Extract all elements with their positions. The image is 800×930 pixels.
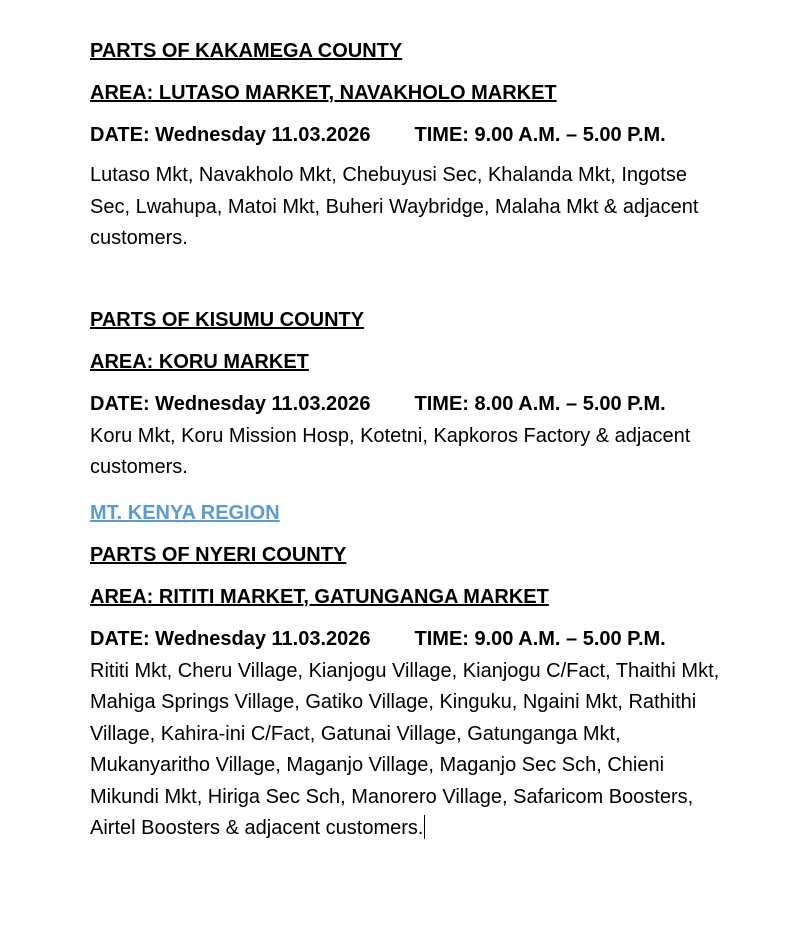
date-label: DATE: Wednesday 11.03.2026 [90,627,371,650]
time-label: TIME: 9.00 A.M. – 5.00 P.M. [414,627,666,650]
paragraph-spacer [90,273,730,307]
date-time-line [90,626,730,652]
time-label: TIME: 8.00 A.M. – 5.00 P.M. [414,392,666,415]
affected-areas-text [90,656,730,845]
county-heading: PARTS OF KISUMU COUNTY [90,308,365,331]
section-kisumu [90,307,730,484]
section-kakamega [90,38,730,255]
date-time-line [90,122,730,148]
date-time-line [90,391,730,417]
date-label: DATE: Wednesday 11.03.2026 [90,124,371,146]
area-heading: AREA: RITITI MARKET, GATUNGANGA MARKET [90,585,549,608]
region-heading: MT. KENYA REGION [90,501,280,524]
date-label: DATE: Wednesday 11.03.2026 [90,392,371,415]
affected-areas-text: Koru Mkt, Koru Mission Hosp, Kotetni, Kapkoros Factory & adjacent customers. [90,424,691,478]
document-page[interactable] [90,38,730,863]
affected-areas-text: Lutaso Mkt, Navakholo Mkt, Chebuyusi Sec, Khalanda Mkt, Ingotse Sec, Lwahupa, Matoi Mkt, Buheri Waybridge, Malaha Mkt & adjacent customers. [90,164,699,249]
county-heading: PARTS OF NYERI COUNTY [90,543,347,566]
text-cursor [424,815,425,839]
area-heading: AREA: LUTASO MARKET, NAVAKHOLO MARKET [90,82,557,104]
affected-areas-content: Rititi Mkt, Cheru Village, Kianjogu Village, Kianjogu C/Fact, Thaithi Mkt, Mahiga Springs Village, Gatiko Village, Kinguku, Ngaini Mkt, Rathithi Village, Kahira-ini C/Fact, Gatunai Village, Gatunganga Mkt, Mukanyaritho Village, Maganjo Village, Maganjo Sec Sch, Chieni Mikundi Mkt, Hiriga Sec Sch, Manorero Village, Safaricom Boosters, Airtel Boosters & adjacent customers. [90,659,720,839]
time-label: TIME: 9.00 A.M. – 5.00 P.M. [414,124,666,146]
area-heading: AREA: KORU MARKET [90,350,309,373]
county-heading: PARTS OF KAKAMEGA COUNTY [90,40,403,62]
section-nyeri [90,500,730,845]
